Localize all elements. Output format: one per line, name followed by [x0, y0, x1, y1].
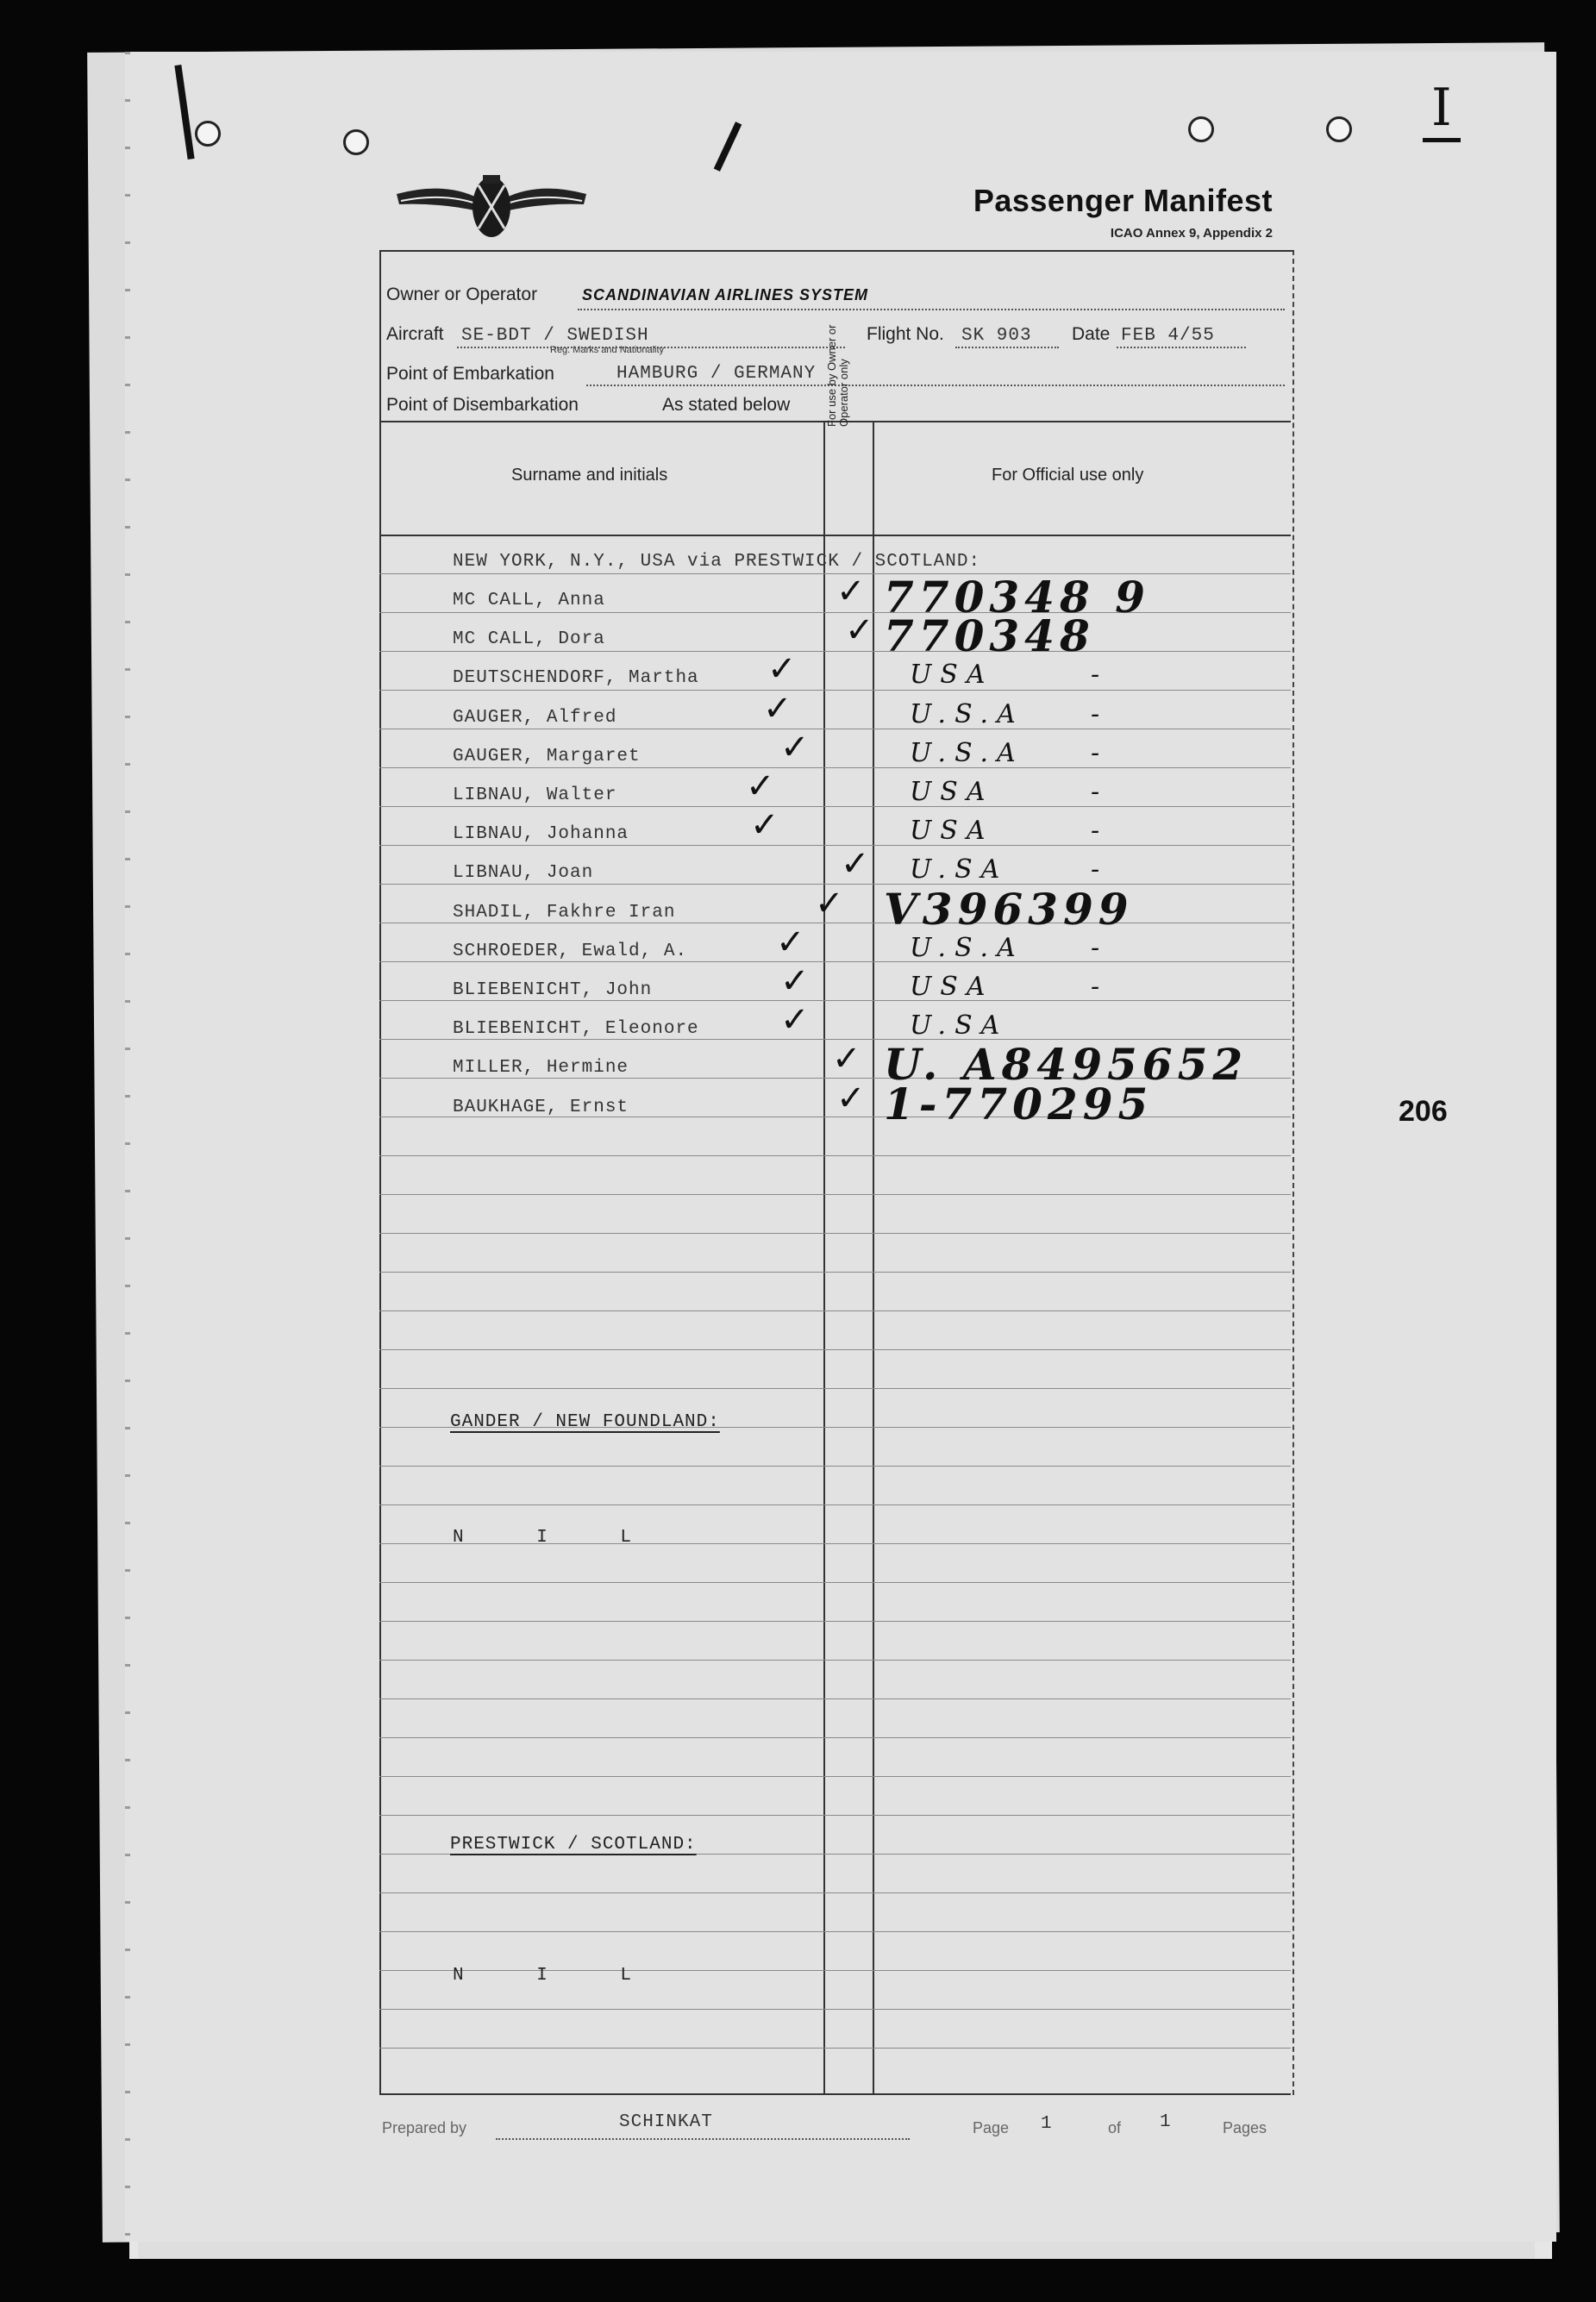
official-entry: U. A8495652 [884, 1039, 1249, 1091]
official-entry: 770348 9 [884, 572, 1150, 622]
date-label: Date [1072, 324, 1111, 344]
passenger-name: GAUGER, Alfred [453, 707, 617, 728]
manifest-subtitle: ICAO Annex 9, Appendix 2 [1110, 226, 1273, 241]
checkmark-icon: ✓ [845, 610, 874, 651]
checkmark-icon: ✓ [780, 1000, 810, 1041]
official-entry: U.S.A [910, 737, 1024, 768]
section-destination: PRESTWICK / SCOTLAND: [450, 1835, 697, 1855]
passenger-name: LIBNAU, Joan [453, 863, 594, 884]
checkmark-icon: ✓ [815, 883, 844, 923]
passenger-name: BAUKHAGE, Ernst [453, 1097, 629, 1117]
of-label: of [1108, 2119, 1122, 2136]
owner-label: Owner or Operator [386, 285, 538, 304]
table-rule-line [379, 1698, 1291, 1699]
punch-hole [1326, 116, 1352, 142]
table-rule-line [379, 767, 1291, 768]
official-entry: USA [910, 777, 994, 807]
disembarkation-label: Point of Disembarkation [386, 395, 579, 415]
owner-value: SCANDINAVIAN AIRLINES SYSTEM [582, 286, 869, 303]
prepared-by-value: SCHINKAT [619, 2112, 713, 2132]
table-rule-line [379, 1621, 1291, 1622]
official-entry: USA [910, 816, 994, 847]
official-entry: USA [910, 972, 994, 1002]
table-rule-line [379, 1233, 1291, 1234]
table-bottom-rule [379, 2093, 1291, 2095]
table-rule-line [379, 1349, 1291, 1350]
official-dash: - [1091, 972, 1109, 1002]
table-rule-line [379, 1155, 1291, 1156]
official-dash: - [1091, 932, 1109, 963]
table-rule-line [379, 1892, 1291, 1893]
passenger-name: DEUTSCHENDORF, Martha [453, 668, 699, 689]
table-rule-line [379, 690, 1291, 691]
official-dash: - [1091, 660, 1109, 691]
prepared-by-line [496, 2138, 910, 2140]
punch-hole [1188, 116, 1214, 142]
checkmark-icon: ✓ [763, 688, 792, 729]
of-value: 1 [1160, 2112, 1172, 2132]
section-destination: NEW YORK, N.Y., USA via PRESTWICK / SCOTLAND: [453, 552, 981, 572]
operator-column-header: For use by Owner or Operator only [825, 324, 850, 427]
table-rule-line [379, 1000, 1291, 1001]
embarkation-label: Point of Embarkation [386, 364, 554, 384]
checkmark-icon: ✓ [750, 805, 779, 846]
table-rule-line [379, 1388, 1291, 1389]
table-rule-line [379, 612, 1291, 613]
official-entry: V396399 [884, 883, 1134, 935]
surname-column-header: Surname and initials [511, 466, 668, 485]
side-page-number: 206 [1399, 1095, 1448, 1128]
table-rule-line [379, 2048, 1291, 2049]
official-entry: 770348 [884, 610, 1095, 662]
checkmark-icon: ✓ [841, 844, 870, 885]
aircraft-line [457, 347, 845, 348]
checkmark-icon: ✓ [746, 766, 775, 806]
embarkation-line [586, 385, 1285, 386]
table-rule-line [379, 1737, 1291, 1738]
table-rule-line [379, 2009, 1291, 2010]
checkmark-icon: ✓ [776, 922, 805, 962]
embarkation-value: HAMBURG / GERMANY [616, 364, 817, 384]
owner-line [578, 309, 1285, 310]
table-rule-line [379, 1931, 1291, 1932]
punch-hole [195, 121, 221, 147]
pages-label: Pages [1223, 2119, 1267, 2136]
column-divider-operator [823, 421, 825, 2093]
flight-value: SK 903 [961, 326, 1032, 346]
passenger-name: SHADIL, Fakhre Iran [453, 902, 676, 923]
official-entry: USA [910, 660, 994, 691]
table-rule-line [379, 806, 1291, 807]
flight-label: Flight No. [867, 324, 944, 344]
official-entry: 1-770295 [884, 1078, 1154, 1129]
prepared-by-label: Prepared by [382, 2119, 467, 2136]
table-rule-line [379, 1194, 1291, 1195]
table-rule-line [379, 1776, 1291, 1777]
passenger-name: MC CALL, Anna [453, 591, 605, 610]
passenger-name: LIBNAU, Johanna [453, 824, 629, 845]
passenger-name: MC CALL, Dora [453, 629, 605, 650]
checkmark-icon: ✓ [832, 1039, 861, 1079]
table-rule-line [379, 1815, 1291, 1816]
official-dash: - [1091, 854, 1109, 885]
table-rule-line [379, 1504, 1291, 1505]
table-rule-line [379, 1466, 1291, 1467]
flight-line [955, 347, 1059, 348]
section-destination: GANDER / NEW FOUNDLAND: [450, 1412, 720, 1432]
checkmark-icon: ✓ [836, 1078, 866, 1118]
passenger-name: BLIEBENICHT, John [453, 980, 653, 1000]
form-frame [379, 250, 1294, 2095]
aircraft-note: Reg. Marks and Nationality [550, 345, 665, 355]
checkmark-icon: ✓ [780, 961, 810, 1001]
table-header-rule [379, 535, 1291, 536]
manifest-title: Passenger Manifest [973, 183, 1273, 218]
official-entry: U.S.A [910, 698, 1024, 729]
airline-logo-icon [392, 168, 591, 246]
aircraft-label: Aircraft [386, 324, 444, 344]
page-label: Page [973, 2119, 1010, 2136]
passenger-name: GAUGER, Margaret [453, 746, 641, 766]
official-dash: - [1091, 737, 1109, 768]
passenger-name: LIBNAU, Walter [453, 785, 617, 805]
passenger-name: BLIEBENICHT, Eleonore [453, 1019, 699, 1040]
checkmark-icon: ✓ [836, 572, 866, 611]
passenger-name: SCHROEDER, Ewald, A. [453, 941, 688, 961]
official-column-header: For Official use only [992, 466, 1144, 485]
section-nil: N I L [453, 1528, 663, 1548]
table-rule-line [379, 651, 1291, 652]
table-rule-line [379, 1272, 1291, 1273]
punch-hole [343, 129, 369, 155]
official-entry: U.SA [910, 1010, 1009, 1042]
section-nil: N I L [453, 1966, 663, 1986]
official-dash: - [1091, 777, 1109, 807]
official-entry: U.S.A [910, 932, 1024, 963]
page-value: 1 [1041, 2114, 1053, 2134]
date-line [1117, 347, 1246, 348]
table-rule-line [379, 961, 1291, 962]
table-rule-line [379, 1660, 1291, 1661]
checkmark-icon: ✓ [767, 649, 797, 690]
official-entry: U.SA [910, 854, 1009, 885]
aircraft-value: SE-BDT / SWEDISH [461, 326, 649, 346]
official-dash: - [1091, 816, 1109, 847]
table-rule-line [379, 1582, 1291, 1583]
passenger-name: MILLER, Hermine [453, 1058, 629, 1079]
table-rule-line [379, 573, 1291, 574]
official-dash: - [1091, 698, 1109, 729]
table-rule-line [379, 845, 1291, 846]
corner-mark: I [1423, 78, 1461, 142]
date-value: FEB 4/55 [1121, 326, 1215, 346]
column-divider-official [873, 421, 874, 2093]
disembarkation-value: As stated below [662, 395, 791, 415]
checkmark-icon: ✓ [780, 727, 810, 767]
